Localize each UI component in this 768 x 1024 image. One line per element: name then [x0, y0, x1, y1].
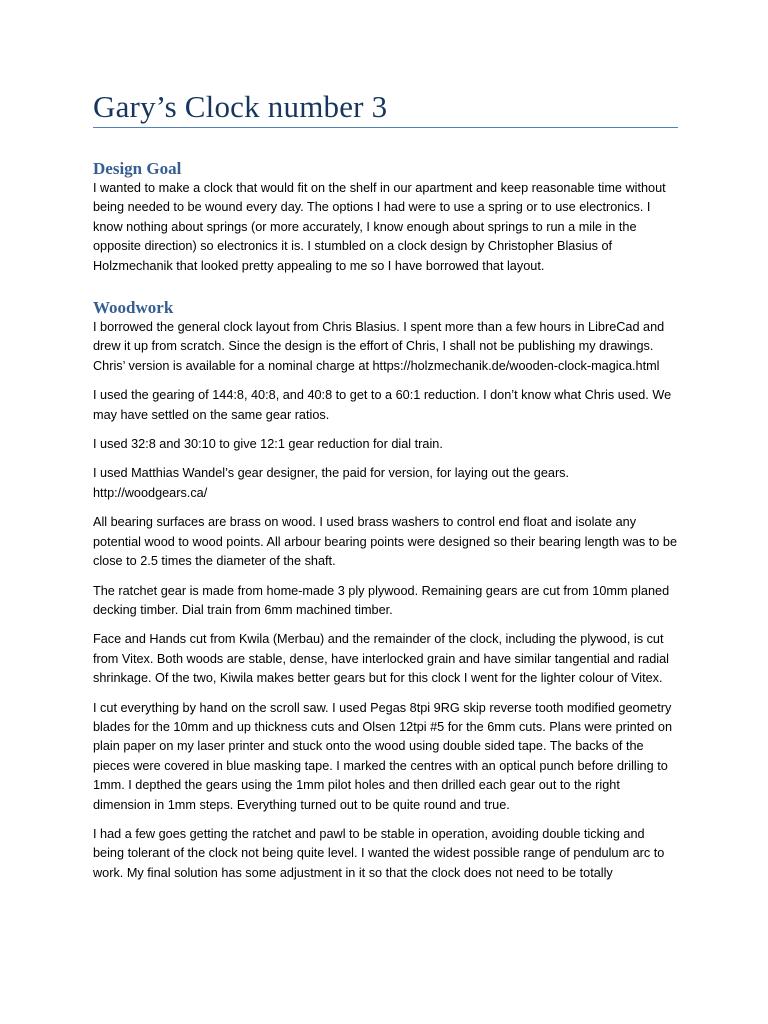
- paragraph-design-goal: I wanted to make a clock that would fit on the shelf in our apartment and keep reasonable time without being needed to be wound every day. The options I had were to use a spring or to use electronics. I know nothing about springs (or more accurately, I know enough about springs to run a mile in the opposite direction) so electronics it is. I stumbled on a clock design by Christopher Blasius of Holzmechanik that looked pretty appealing to me so I have borrowed that layout.: [93, 181, 666, 273]
- paragraph-dial-train: I used 32:8 and 30:10 to give 12:1 gear reduction for dial train.: [93, 437, 443, 452]
- paragraph-ratchet-gear: The ratchet gear is made from home-made 3 ply plywood. Remaining gears are cut from 10mm planed decking timber. Dial train from 6mm machined timber.: [93, 583, 670, 617]
- paragraph-gear-designer: I used Matthias Wandel’s gear designer, the paid for version, for laying out the gears. http://woodgears.ca/: [93, 466, 570, 500]
- paragraph-clock-layout: I borrowed the general clock layout from Chris Blasius. I spent more than a few hours in LibreCad and drew it up from scratch. Since the design is the effort of Chris, I shall not be publishing my drawings. Chris’ version is available for a nominal charge at https://holzmechanik.de/wooden-clock-magica.html: [93, 320, 665, 373]
- document-title: Gary’s Clock number 3: [93, 89, 388, 124]
- section-heading-woodwork: Woodwork: [93, 298, 174, 318]
- paragraph-woods: Face and Hands cut from Kwila (Merbau) and the remainder of the clock, including the plywood, is cut from Vitex. Both woods are stable, dense, have interlocked grain and have similar tangential and radial shrinkage. Of the two, Kiwila makes better gears but for this clock I went for the lighter colour of Vitex.: [93, 632, 669, 686]
- document-page: [93, 88, 678, 893]
- section-heading-design-goal: Design Goal: [93, 159, 182, 178]
- paragraph-gearing: I used the gearing of 144:8, 40:8, and 40:8 to get to a 60:1 reduction. I don’t know what Chris used. We may have settled on the same gear ratios.: [93, 388, 672, 422]
- paragraph-ratchet-pawl: I had a few goes getting the ratchet and pawl to be stable in operation, avoiding double ticking and being tolerant of the clock not being quite level. I wanted the widest possible range of pendulum arc to work. My final solution has some adjustment in it so that the clock does not need to be totally: [93, 826, 665, 880]
- paragraph-bearings: All bearing surfaces are brass on wood. I used brass washers to control end float and isolate any potential wood to wood points. All arbour bearing points were designed so their bearing length was to be close to 2.5 times the diameter of the shaft.: [93, 515, 678, 569]
- title-underline: [93, 127, 678, 128]
- paragraph-cutting: I cut everything by hand on the scroll saw. I used Pegas 8tpi 9RG skip reverse tooth modified geometry blades for the 10mm and up thickness cuts and Olsen 12tpi #5 for the 6mm cuts. Plans were printed on plain paper on my laser printer and stuck onto the wood using double sided tape. The backs of the pieces were covered in blue masking tape. I marked the centres with an optical punch before drilling to 1mm. I depthed the gears using the 1mm pilot holes and then drilled each gear out to the right dimension in 1mm steps. Everything turned out to be quite round and true.: [93, 700, 673, 812]
